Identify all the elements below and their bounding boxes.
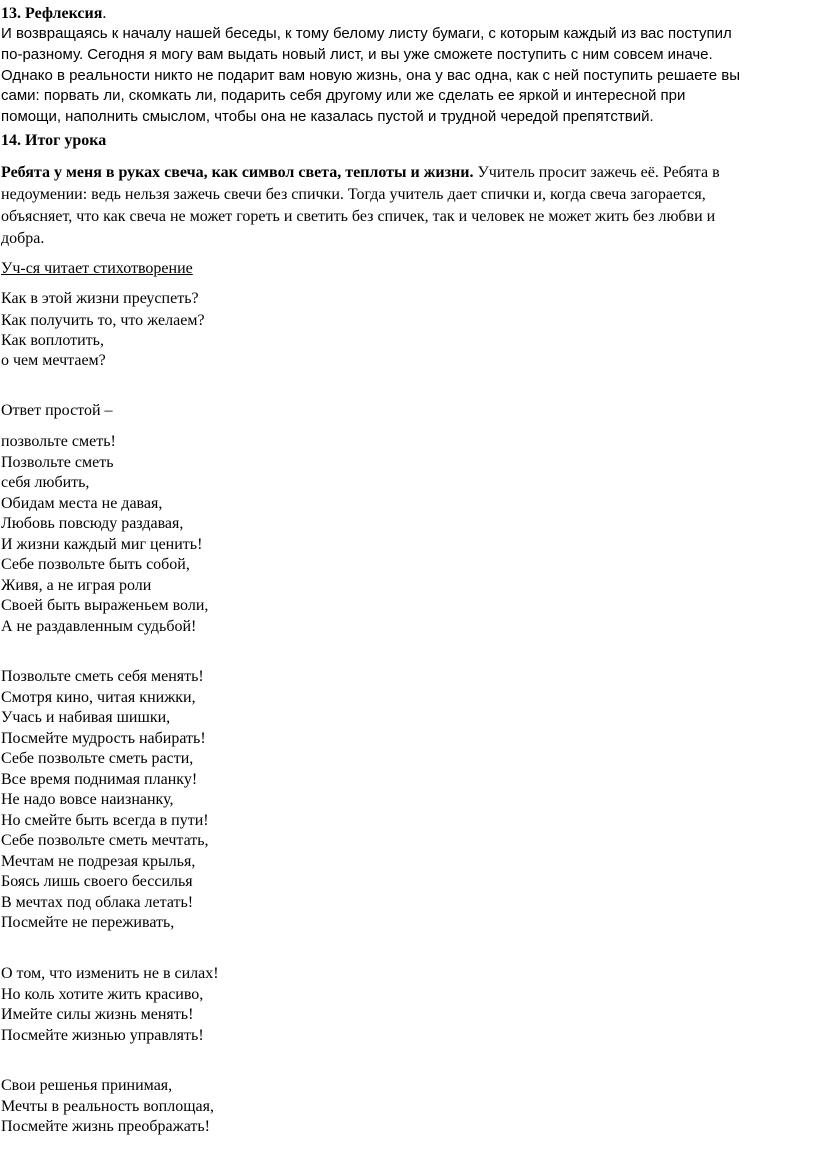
- poem-line: Боясь лишь своего бессилья: [1, 873, 193, 890]
- poem-line: позвольте сметь!: [1, 433, 116, 450]
- poem-line: Посмейте мудрость набирать!: [1, 730, 206, 747]
- poem-line: Ответ простой –: [1, 402, 113, 419]
- candle-line: недоумении: ведь нельзя зажечь свечи без спички. Тогда учитель дает спички и, когда свеча загорается,: [1, 186, 706, 203]
- poem-line: Смотря кино, читая книжки,: [1, 689, 196, 706]
- section-13-line: по-разному. Сегодня я могу вам выдать новый лист, и вы уже сможете поступить с ним совсем иначе.: [1, 45, 713, 63]
- section-13-title: 13. Рефлексия: [1, 5, 103, 22]
- candle-paragraph: [1, 162, 813, 250]
- poem-line: о чем мечтаем?: [1, 352, 106, 369]
- section-13-line: помощи, наполнить смыслом, чтобы она не казалась пустой и трудной чередой препятствий.: [1, 108, 654, 126]
- section-13-line: сами: порвать ли, скомкать ли, подарить себя другому или же сделать ее яркой и интересной при: [1, 87, 686, 105]
- poem-line: Своей быть выраженьем воли,: [1, 597, 209, 614]
- reader-note: Уч-ся читает стихотворение: [1, 260, 193, 277]
- candle-bold-statement: Ребята у меня в руках свеча, как символ света, теплоты и жизни.: [1, 164, 474, 181]
- candle-line-rest: Учитель просит зажечь её. Ребята в: [473, 164, 720, 181]
- candle-line: добра.: [1, 230, 45, 247]
- poem-line: Мечты в реальность воплощая,: [1, 1098, 215, 1115]
- poem-line: Не надо вовсе наизнанку,: [1, 791, 174, 808]
- poem-line: И жизни каждый миг ценить!: [1, 536, 203, 553]
- poem-line: Обидам места не давая,: [1, 495, 163, 512]
- poem-line: Любовь повсюду раздавая,: [1, 515, 184, 532]
- poem-line: Позвольте сметь: [1, 454, 114, 471]
- poem-line: Но смейте быть всегда в пути!: [1, 812, 209, 829]
- poem-line: Как в этой жизни преуспеть?: [1, 290, 199, 307]
- poem-line: А не раздавленным судьбой!: [1, 618, 197, 635]
- poem-line: Свои решенья принимая,: [1, 1077, 173, 1094]
- candle-line-first: [1, 162, 813, 184]
- section-14-heading: 14. Итог урока: [1, 132, 107, 149]
- poem-line: Себе позвольте сметь расти,: [1, 750, 194, 767]
- poem-line: Посмейте жизнью управлять!: [1, 1027, 204, 1044]
- poem-line: О том, что изменить не в силах!: [1, 965, 219, 982]
- poem-line: Все время поднимая планку!: [1, 771, 198, 788]
- section-13-line: Однако в реальности никто не подарит вам новую жизнь, она у вас одна, как с ней поступить решаете вы: [1, 66, 741, 84]
- poem-line: В мечтах под облака летать!: [1, 894, 194, 911]
- section-13-line: И возвращаясь к началу нашей беседы, к тому белому листу бумаги, с которым каждый из вас поступил: [1, 25, 732, 42]
- poem-line: Живя, а не играя роли: [1, 577, 152, 594]
- candle-line: объясняет, что как свеча не может гореть и светить без спичек, так и человек не может жить без любви и: [1, 208, 716, 225]
- poem-line: Имейте силы жизнь менять!: [1, 1006, 194, 1023]
- poem-line: Посмейте жизнь преображать!: [1, 1118, 210, 1135]
- poem-line: Позвольте сметь себя менять!: [1, 668, 204, 685]
- poem-line: себя любить,: [1, 474, 90, 491]
- poem-line: Как получить то, что желаем?: [1, 312, 205, 329]
- poem-line: Посмейте не переживать,: [1, 914, 175, 931]
- poem-line: Но коль хотите жить красиво,: [1, 986, 204, 1003]
- poem-line: Себе позвольте быть собой,: [1, 556, 190, 573]
- section-13-heading: [1, 4, 106, 24]
- poem-line: Учась и набивая шишки,: [1, 709, 171, 726]
- section-13-paragraph: [1, 24, 809, 128]
- poem-line: Мечтам не подрезая крылья,: [1, 853, 196, 870]
- section-13-title-period: .: [102, 5, 107, 22]
- poem-line: Себе позвольте сметь мечтать,: [1, 832, 209, 849]
- poem-line: Как воплотить,: [1, 332, 104, 349]
